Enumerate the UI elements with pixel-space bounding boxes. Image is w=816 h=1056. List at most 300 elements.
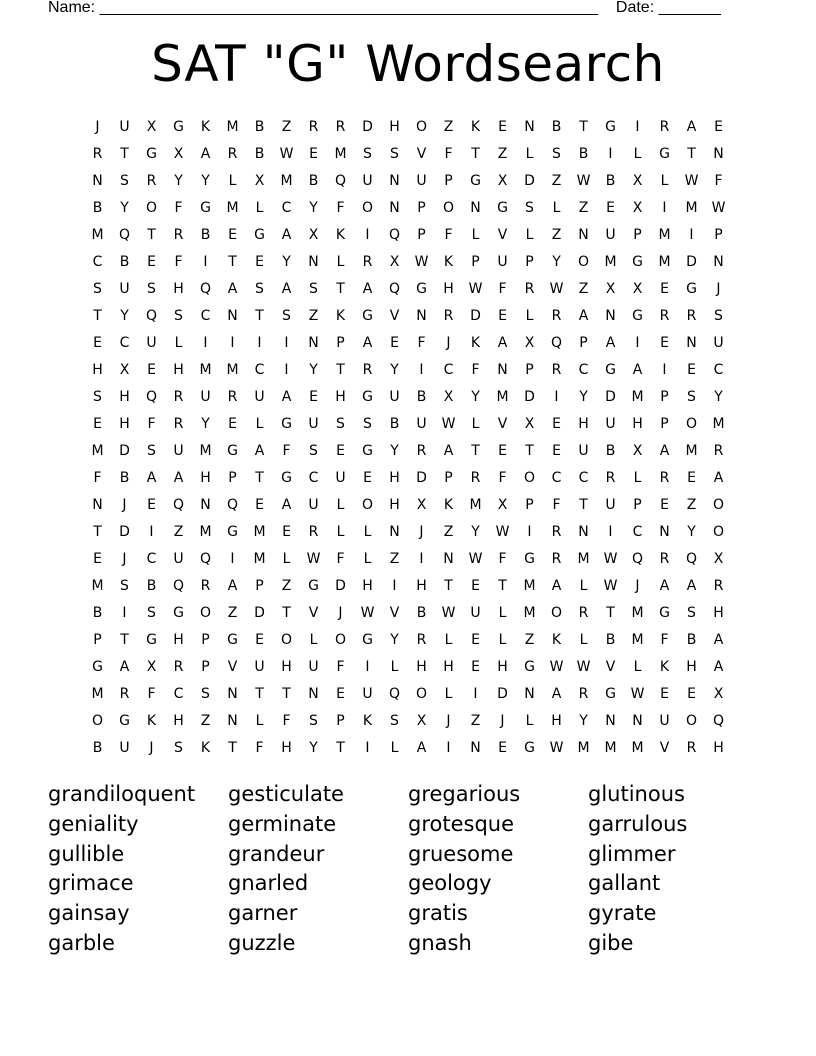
- grid-letter: N: [200, 496, 211, 513]
- grid-letter: B: [119, 253, 130, 270]
- grid-letter: E: [471, 577, 480, 594]
- grid-letter: U: [254, 658, 265, 675]
- grid-letter: L: [444, 685, 453, 702]
- grid-letter: B: [578, 145, 589, 162]
- grid-letter: G: [497, 199, 508, 216]
- grid-letter: A: [362, 280, 373, 297]
- grid-letter: R: [416, 631, 427, 648]
- grid-letter: R: [659, 307, 670, 324]
- grid-letter: E: [282, 523, 291, 540]
- grid-letter: Y: [309, 739, 318, 756]
- grid-letter: G: [254, 226, 265, 243]
- grid-letter: M: [523, 604, 536, 621]
- grid-letter: J: [635, 577, 640, 594]
- grid-letter: P: [714, 226, 723, 243]
- grid-letter: N: [308, 334, 319, 351]
- grid-letter: H: [173, 280, 184, 297]
- grid-letter: A: [659, 577, 670, 594]
- grid-letter: X: [524, 334, 535, 351]
- word-list-item: garner: [228, 901, 298, 926]
- word-list-item: gnarled: [228, 871, 309, 896]
- grid-letter: E: [552, 415, 561, 432]
- grid-letter: C: [92, 253, 103, 270]
- grid-letter: N: [416, 307, 427, 324]
- grid-letter: M: [604, 739, 617, 756]
- grid-letter: M: [631, 739, 644, 756]
- grid-letter: W: [684, 172, 699, 189]
- grid-letter: V: [308, 604, 319, 621]
- grid-letter: M: [496, 388, 509, 405]
- grid-letter: L: [498, 631, 507, 648]
- grid-letter: B: [308, 172, 319, 189]
- grid-letter: L: [498, 604, 507, 621]
- grid-letter: X: [119, 361, 130, 378]
- grid-letter: U: [362, 172, 373, 189]
- grid-letter: F: [417, 334, 426, 351]
- grid-letter: H: [389, 469, 400, 486]
- grid-letter: G: [362, 631, 373, 648]
- grid-letter: G: [308, 577, 319, 594]
- grid-letter: I: [284, 361, 289, 378]
- grid-letter: C: [443, 361, 454, 378]
- grid-letter: S: [147, 280, 156, 297]
- grid-letter: F: [255, 739, 264, 756]
- grid-letter: C: [578, 469, 589, 486]
- grid-letter: F: [552, 496, 561, 513]
- grid-letter: L: [363, 550, 372, 567]
- grid-letter: F: [498, 469, 507, 486]
- grid-letter: O: [442, 199, 455, 216]
- grid-letter: F: [444, 145, 453, 162]
- grid-letter: L: [390, 739, 399, 756]
- grid-letter: X: [632, 172, 643, 189]
- grid-letter: B: [551, 118, 562, 135]
- grid-letter: I: [203, 334, 208, 351]
- grid-letter: L: [471, 226, 480, 243]
- grid-letter: N: [605, 712, 616, 729]
- grid-letter: M: [280, 172, 293, 189]
- grid-letter: U: [146, 334, 157, 351]
- grid-letter: Q: [685, 550, 698, 567]
- grid-letter: D: [416, 469, 427, 486]
- grid-letter: S: [174, 739, 183, 756]
- grid-letter: W: [603, 550, 618, 567]
- grid-letter: B: [92, 604, 103, 621]
- grid-letter: G: [632, 253, 643, 270]
- grid-letter: A: [146, 469, 157, 486]
- grid-letter: B: [605, 442, 616, 459]
- grid-letter: B: [416, 388, 427, 405]
- grid-letter: T: [336, 739, 345, 756]
- grid-letter: Q: [631, 550, 644, 567]
- grid-letter: H: [173, 361, 184, 378]
- word-list-item: gyrate: [588, 901, 657, 926]
- grid-letter: O: [91, 712, 104, 729]
- grid-letter: I: [230, 550, 235, 567]
- grid-letter: K: [146, 712, 157, 729]
- grid-letter: R: [578, 604, 589, 621]
- header-line: [48, 0, 721, 19]
- grid-letter: H: [443, 280, 454, 297]
- grid-letter: F: [660, 631, 669, 648]
- grid-letter: B: [92, 199, 103, 216]
- grid-letter: M: [226, 361, 239, 378]
- grid-letter: X: [605, 280, 616, 297]
- grid-letter: M: [685, 199, 698, 216]
- grid-letter: G: [632, 307, 643, 324]
- grid-letter: F: [174, 253, 183, 270]
- grid-letter: K: [335, 307, 346, 324]
- grid-letter: B: [254, 145, 265, 162]
- grid-letter: O: [577, 253, 590, 270]
- grid-letter: M: [712, 415, 725, 432]
- grid-letter: R: [119, 685, 130, 702]
- grid-letter: R: [308, 118, 319, 135]
- grid-letter: W: [414, 253, 429, 270]
- grid-letter: U: [308, 415, 319, 432]
- grid-letter: W: [603, 577, 618, 594]
- grid-letter: R: [551, 361, 562, 378]
- grid-letter: A: [362, 334, 373, 351]
- grid-letter: A: [281, 280, 292, 297]
- grid-letter: U: [416, 415, 427, 432]
- grid-letter: B: [146, 577, 157, 594]
- grid-letter: R: [605, 469, 616, 486]
- grid-letter: X: [254, 172, 265, 189]
- grid-letter: B: [416, 604, 427, 621]
- grid-letter: O: [523, 469, 536, 486]
- grid-letter: G: [146, 145, 157, 162]
- grid-letter: Q: [334, 172, 347, 189]
- grid-letter: C: [551, 469, 562, 486]
- grid-letter: R: [470, 469, 481, 486]
- grid-letter: U: [119, 280, 130, 297]
- grid-letter: C: [281, 199, 292, 216]
- grid-letter: T: [525, 442, 534, 459]
- grid-letter: A: [497, 334, 508, 351]
- grid-letter: G: [92, 658, 103, 675]
- grid-letter: O: [685, 415, 698, 432]
- grid-letter: J: [500, 712, 505, 729]
- grid-letter: Q: [226, 496, 239, 513]
- grid-letter: P: [444, 172, 453, 189]
- grid-letter: V: [659, 739, 670, 756]
- grid-letter: H: [119, 388, 130, 405]
- grid-letter: A: [227, 280, 238, 297]
- grid-letter: I: [662, 361, 667, 378]
- grid-letter: Y: [201, 415, 210, 432]
- grid-letter: H: [416, 577, 427, 594]
- grid-letter: F: [336, 550, 345, 567]
- word-list-item: garble: [48, 930, 115, 955]
- grid-letter: L: [174, 334, 183, 351]
- grid-letter: T: [336, 361, 345, 378]
- grid-letter: M: [253, 550, 266, 567]
- grid-letter: R: [362, 253, 373, 270]
- grid-letter: L: [309, 631, 318, 648]
- grid-letter: R: [227, 145, 238, 162]
- grid-letter: W: [279, 145, 294, 162]
- word-list-item: gainsay: [48, 901, 130, 926]
- grid-letter: Q: [388, 226, 401, 243]
- grid-letter: W: [360, 604, 375, 621]
- grid-letter: E: [660, 496, 669, 513]
- grid-letter: I: [635, 118, 640, 135]
- name-field-label: Name: ________________________________________________________: [48, 0, 598, 16]
- grid-letter: A: [713, 469, 724, 486]
- grid-letter: D: [119, 523, 130, 540]
- grid-letter: X: [308, 226, 319, 243]
- grid-letter: H: [281, 658, 292, 675]
- grid-letter: O: [550, 604, 563, 621]
- grid-letter: L: [525, 307, 534, 324]
- grid-letter: C: [713, 361, 724, 378]
- grid-letter: R: [146, 172, 157, 189]
- grid-letter: M: [631, 604, 644, 621]
- grid-letter: S: [174, 307, 183, 324]
- grid-letter: P: [579, 334, 588, 351]
- grid-letter: X: [146, 118, 157, 135]
- grid-letter: F: [282, 712, 291, 729]
- grid-letter: T: [579, 118, 588, 135]
- grid-letter: D: [119, 442, 130, 459]
- grid-letter: T: [228, 739, 237, 756]
- grid-letter: W: [441, 415, 456, 432]
- grid-letter: N: [713, 145, 724, 162]
- grid-letter: X: [416, 496, 427, 513]
- grid-letter: E: [93, 334, 102, 351]
- grid-letter: R: [659, 550, 670, 567]
- grid-letter: R: [362, 361, 373, 378]
- grid-letter: P: [417, 199, 426, 216]
- grid-letter: G: [362, 388, 373, 405]
- grid-letter: G: [227, 442, 238, 459]
- grid-letter: U: [173, 442, 184, 459]
- grid-letter: K: [362, 712, 373, 729]
- grid-letter: A: [686, 577, 697, 594]
- grid-letter: E: [660, 685, 669, 702]
- grid-letter: Q: [172, 496, 185, 513]
- grid-letter: T: [147, 226, 156, 243]
- grid-letter: P: [336, 334, 345, 351]
- grid-letter: V: [389, 307, 400, 324]
- word-list-item: gallant: [588, 871, 661, 896]
- grid-letter: F: [498, 280, 507, 297]
- word-list: [48, 780, 768, 959]
- grid-letter: E: [687, 361, 696, 378]
- grid-letter: I: [608, 523, 613, 540]
- grid-letter: G: [416, 280, 427, 297]
- grid-letter: Y: [579, 712, 588, 729]
- grid-letter: V: [227, 658, 238, 675]
- grid-letter: U: [200, 388, 211, 405]
- grid-letter: G: [605, 685, 616, 702]
- date-field-label: Date: _______: [615, 0, 721, 16]
- grid-letter: O: [415, 118, 428, 135]
- grid-letter: P: [201, 631, 210, 648]
- grid-letter: C: [146, 550, 157, 567]
- grid-letter: Z: [281, 577, 292, 594]
- grid-letter: Z: [281, 118, 292, 135]
- grid-letter: Z: [470, 712, 481, 729]
- grid-letter: N: [227, 712, 238, 729]
- grid-letter: B: [92, 739, 103, 756]
- grid-letter: K: [470, 118, 481, 135]
- grid-letter: T: [93, 307, 102, 324]
- grid-letter: H: [281, 739, 292, 756]
- grid-letter: N: [389, 172, 400, 189]
- grid-letter: M: [604, 253, 617, 270]
- grid-letter: E: [498, 739, 507, 756]
- grid-letter: X: [443, 388, 454, 405]
- grid-letter: Z: [551, 172, 562, 189]
- grid-letter: W: [468, 280, 483, 297]
- grid-letter: E: [309, 388, 318, 405]
- grid-letter: Z: [173, 523, 184, 540]
- grid-letter: E: [498, 307, 507, 324]
- grid-letter: M: [91, 226, 104, 243]
- grid-letter: L: [363, 523, 372, 540]
- grid-letter: W: [711, 199, 726, 216]
- grid-letter: L: [525, 712, 534, 729]
- grid-letter: K: [659, 658, 670, 675]
- word-list-item: glimmer: [588, 841, 676, 866]
- grid-letter: A: [227, 577, 238, 594]
- grid-letter: R: [578, 685, 589, 702]
- grid-letter: M: [91, 685, 104, 702]
- grid-letter: D: [686, 253, 697, 270]
- grid-letter: P: [633, 496, 642, 513]
- grid-letter: A: [281, 388, 292, 405]
- grid-letter: Z: [686, 496, 697, 513]
- grid-letter: E: [336, 685, 345, 702]
- grid-letter: N: [443, 550, 454, 567]
- grid-letter: F: [336, 658, 345, 675]
- grid-letter: D: [524, 172, 535, 189]
- grid-letter: P: [228, 469, 237, 486]
- grid-letter: O: [712, 523, 725, 540]
- grid-letter: P: [444, 469, 453, 486]
- word-list-item: gesticulate: [228, 782, 344, 806]
- grid-letter: P: [417, 226, 426, 243]
- grid-letter: L: [282, 550, 291, 567]
- grid-letter: M: [199, 442, 212, 459]
- grid-letter: I: [419, 361, 424, 378]
- grid-letter: S: [336, 415, 345, 432]
- grid-letter: E: [93, 550, 102, 567]
- grid-letter: L: [336, 253, 345, 270]
- grid-letter: F: [336, 199, 345, 216]
- grid-letter: L: [525, 226, 534, 243]
- grid-letter: N: [470, 739, 481, 756]
- word-list-item: geology: [408, 871, 492, 896]
- grid-letter: S: [309, 712, 318, 729]
- grid-letter: G: [524, 739, 535, 756]
- grid-letter: G: [524, 658, 535, 675]
- grid-letter: G: [524, 550, 535, 567]
- grid-letter: C: [632, 523, 643, 540]
- grid-letter: M: [658, 226, 671, 243]
- grid-letter: Z: [200, 712, 211, 729]
- grid-letter: L: [390, 658, 399, 675]
- grid-letter: P: [255, 577, 264, 594]
- grid-letter: N: [308, 253, 319, 270]
- grid-letter: X: [497, 172, 508, 189]
- grid-letter: M: [631, 631, 644, 648]
- grid-letter: S: [120, 172, 129, 189]
- grid-letter: A: [173, 469, 184, 486]
- grid-letter: Q: [550, 334, 563, 351]
- grid-letter: C: [173, 685, 184, 702]
- grid-letter: I: [284, 334, 289, 351]
- grid-letter: L: [471, 415, 480, 432]
- grid-letter: E: [336, 442, 345, 459]
- grid-letter: T: [336, 280, 345, 297]
- grid-letter: S: [147, 604, 156, 621]
- grid-letter: U: [308, 496, 319, 513]
- grid-letter: D: [470, 307, 481, 324]
- grid-letter: Y: [390, 631, 399, 648]
- grid-letter: H: [497, 658, 508, 675]
- word-list-item: gruesome: [408, 841, 514, 866]
- word-list-item: grandiloquent: [48, 782, 196, 806]
- grid-letter: G: [659, 145, 670, 162]
- word-list-item: grotesque: [408, 811, 515, 836]
- grid-letter: P: [525, 496, 534, 513]
- grid-letter: I: [203, 253, 208, 270]
- grid-letter: D: [254, 604, 265, 621]
- grid-letter: D: [362, 118, 373, 135]
- grid-letter: E: [471, 658, 480, 675]
- grid-letter: K: [551, 631, 562, 648]
- grid-letter: S: [687, 388, 696, 405]
- grid-letter: M: [199, 523, 212, 540]
- grid-letter: F: [471, 361, 480, 378]
- grid-letter: L: [633, 145, 642, 162]
- grid-letter: H: [686, 658, 697, 675]
- grid-letter: R: [551, 550, 562, 567]
- grid-letter: P: [660, 415, 669, 432]
- grid-letter: E: [498, 118, 507, 135]
- grid-letter: A: [659, 442, 670, 459]
- grid-letter: E: [390, 334, 399, 351]
- grid-letter: Z: [389, 550, 400, 567]
- grid-letter: Z: [551, 226, 562, 243]
- grid-letter: U: [497, 253, 508, 270]
- grid-letter: R: [173, 388, 184, 405]
- grid-letter: F: [282, 442, 291, 459]
- grid-letter: U: [416, 172, 427, 189]
- grid-letter: A: [713, 631, 724, 648]
- grid-letter: A: [443, 442, 454, 459]
- word-list-item: gibe: [588, 930, 634, 955]
- grid-letter: U: [389, 388, 400, 405]
- grid-letter: I: [554, 388, 559, 405]
- grid-letter: I: [608, 145, 613, 162]
- grid-letter: Q: [145, 388, 158, 405]
- grid-letter: R: [173, 415, 184, 432]
- grid-letter: J: [122, 550, 127, 567]
- grid-letter: I: [149, 523, 154, 540]
- grid-letter: L: [336, 523, 345, 540]
- grid-letter: R: [659, 118, 670, 135]
- grid-letter: C: [119, 334, 130, 351]
- grid-letter: B: [254, 118, 265, 135]
- grid-letter: I: [473, 685, 478, 702]
- grid-letter: Q: [172, 577, 185, 594]
- grid-letter: G: [686, 280, 697, 297]
- grid-letter: M: [253, 523, 266, 540]
